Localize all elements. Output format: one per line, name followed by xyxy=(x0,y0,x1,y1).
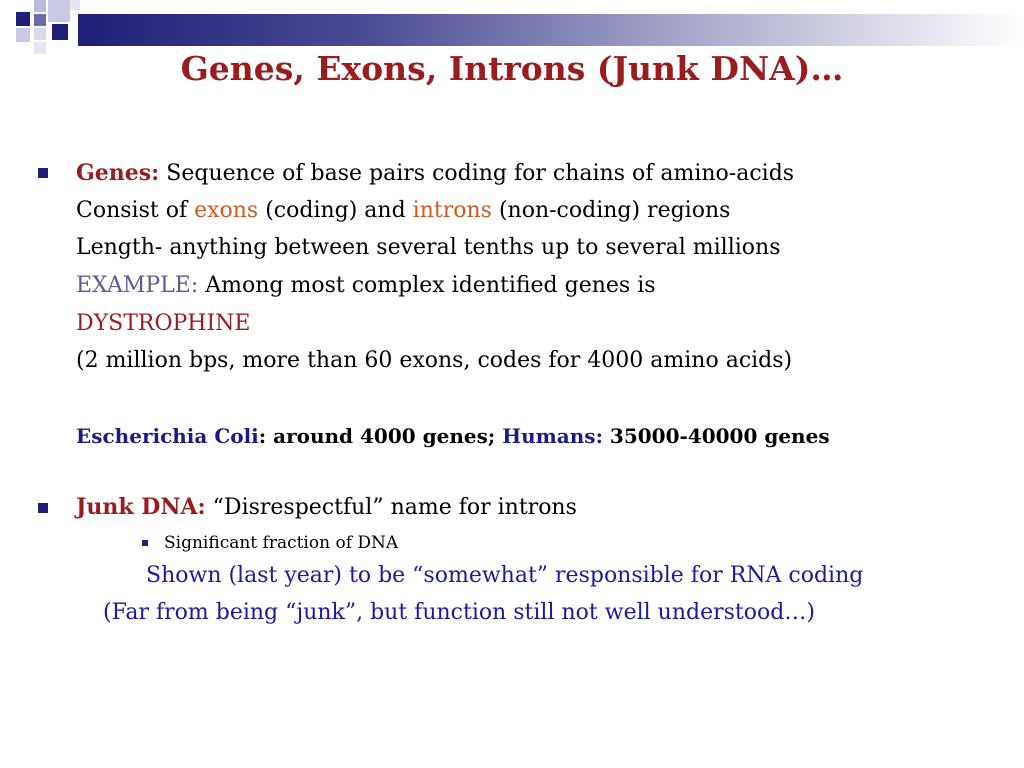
introns-term: introns xyxy=(412,198,492,223)
example-text: Among most complex identified genes is xyxy=(198,273,656,298)
dystrophine-line: DYSTROPHINE xyxy=(76,311,251,336)
shown-line: Shown (last year) to be “somewhat” responsible for RNA coding xyxy=(146,563,864,588)
far-line: (Far from being “junk”, but function still not well understood…) xyxy=(103,600,815,625)
example-line xyxy=(76,271,656,301)
genes-line xyxy=(76,158,794,189)
counts-line xyxy=(76,421,830,451)
junk-text: “Disrespectful” name for introns xyxy=(205,495,577,520)
ecoli-label: Escherichia Coli xyxy=(76,424,259,448)
ecoli-text: : around 4000 genes; xyxy=(258,424,503,448)
deco-square xyxy=(48,0,70,22)
junk-line xyxy=(76,492,577,523)
sub-bullet-icon xyxy=(142,540,148,546)
consist-mid: (coding) and xyxy=(258,198,413,223)
bullet-icon xyxy=(38,503,48,513)
consist-pre: Consist of xyxy=(76,198,195,223)
deco-square xyxy=(34,0,46,12)
slide-title: Genes, Exons, Introns (Junk DNA)… xyxy=(180,49,844,88)
length-line: Length- anything between several tenths up to several millions xyxy=(76,235,781,260)
deco-square xyxy=(52,24,68,40)
deco-square xyxy=(16,28,30,42)
example-label: EXAMPLE: xyxy=(76,273,199,298)
gradient-bar xyxy=(78,14,1024,46)
deco-square xyxy=(34,28,46,40)
fraction-line: Significant fraction of DNA xyxy=(164,533,399,553)
humans-label: Humans: xyxy=(502,424,603,448)
consist-post: (non-coding) regions xyxy=(491,198,731,223)
detail-line: (2 million bps, more than 60 exons, codes for 4000 amino acids) xyxy=(76,348,793,373)
humans-text: 35000-40000 genes xyxy=(602,424,830,448)
genes-text: Sequence of base pairs coding for chains of amino-acids xyxy=(159,161,795,186)
consist-line xyxy=(76,196,730,226)
deco-square xyxy=(34,14,46,26)
junk-heading: Junk DNA: xyxy=(76,494,206,520)
exons-term: exons xyxy=(194,198,259,223)
genes-heading: Genes: xyxy=(76,160,160,186)
deco-square xyxy=(70,0,80,10)
deco-square xyxy=(16,12,30,26)
bullet-icon xyxy=(38,168,48,178)
